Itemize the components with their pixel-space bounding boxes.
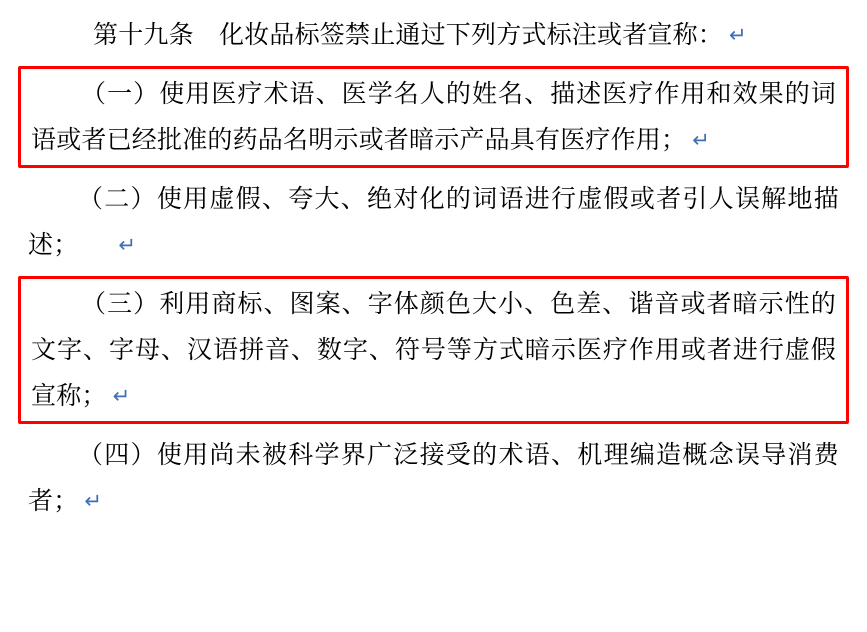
paragraph-item-2 <box>18 174 849 270</box>
highlight-box-item-1 <box>18 66 849 168</box>
paragraph-text: （二）使用虚假、夸大、绝对化的词语进行虚假或者引人误解地描述； <box>28 184 839 259</box>
paragraph-text: （三）利用商标、图案、字体颜色大小、色差、谐音或者暗示性的文字、字母、汉语拼音、数字、符号等方式暗示医疗作用或者进行虚假宣称； <box>31 289 836 410</box>
paragraph-mark-icon: ↵ <box>118 233 137 257</box>
paragraph-text: （一）使用医疗术语、医学名人的姓名、描述医疗作用和效果的词语或者已经批准的药品名明示或者暗示产品具有医疗作用； <box>31 79 836 154</box>
paragraph-text: （四）使用尚未被科学界广泛接受的术语、机理编造概念误导消费者； <box>28 440 839 515</box>
paragraph-mark-icon: ↵ <box>84 489 103 513</box>
paragraph-mark-icon: ↵ <box>729 23 747 47</box>
paragraph-text: 第十九条 化妆品标签禁止通过下列方式标注或者宣称： <box>93 20 724 49</box>
paragraph-item-4 <box>18 430 849 526</box>
paragraph-mark-icon: ↵ <box>692 128 710 152</box>
highlight-box-item-3 <box>18 276 849 424</box>
paragraph-article-19-title <box>18 10 849 60</box>
paragraph-mark-icon: ↵ <box>112 384 131 408</box>
